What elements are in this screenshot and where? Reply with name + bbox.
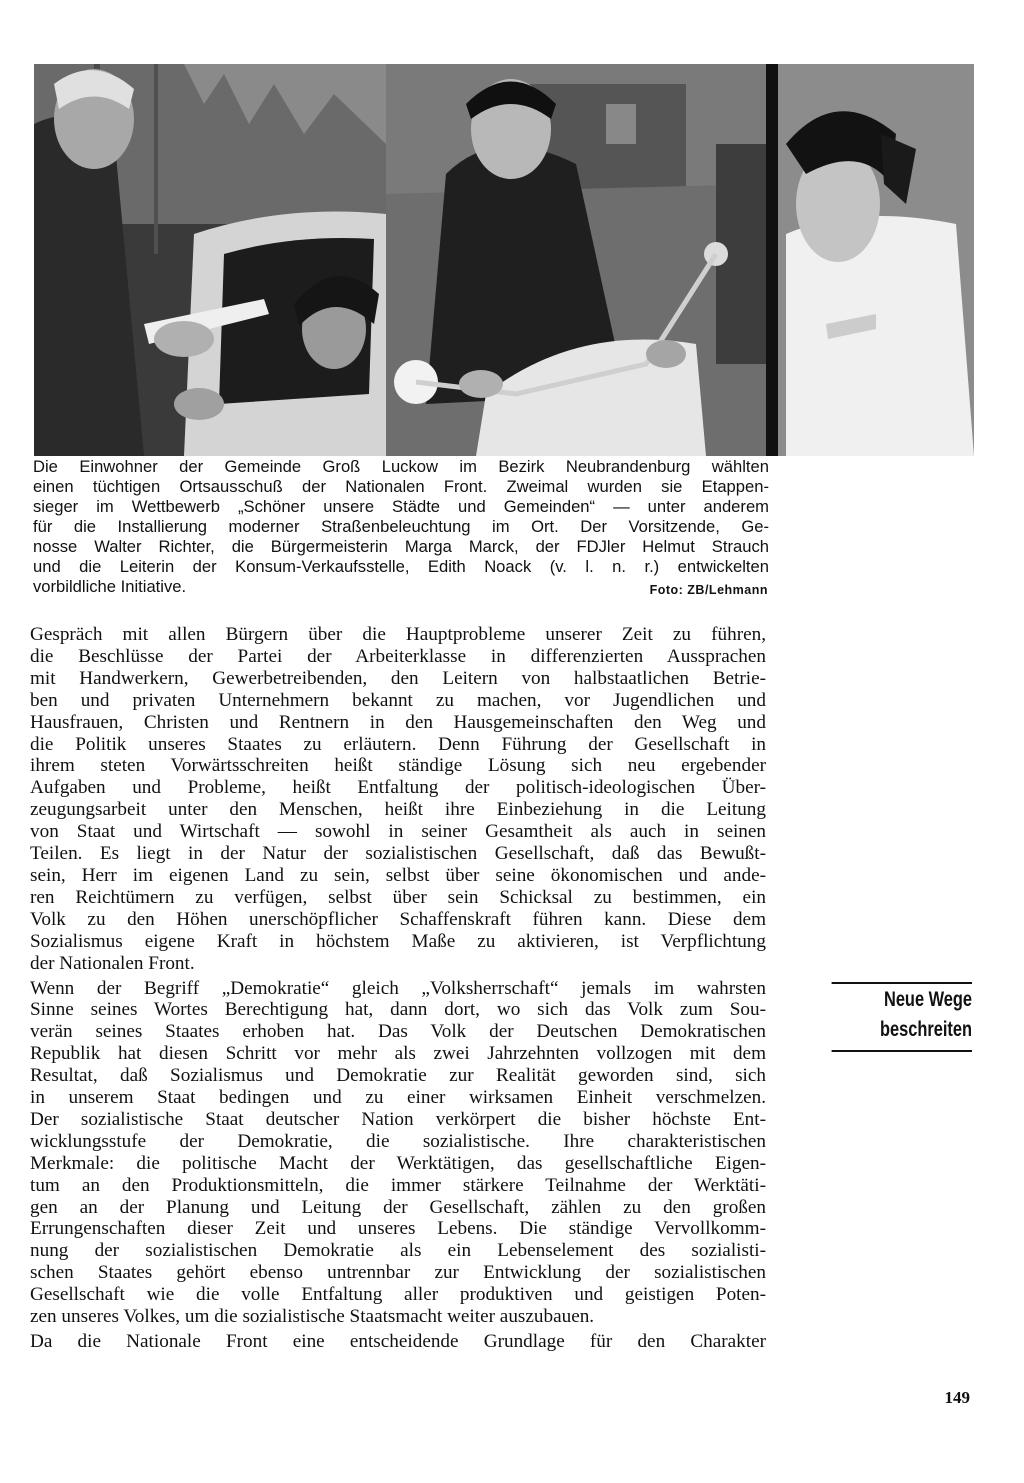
text-line: Aufgaben und Probleme, heißt Entfaltung der politisch-ideologischen Über- xyxy=(30,777,766,799)
text-line: Gespräch mit allen Bürgern über die Hauptprobleme unserer Zeit zu führen, xyxy=(30,624,766,645)
text-line: wicklungsstufe der Demokratie, die sozialistische. Ihre charakteristischen xyxy=(30,1130,766,1152)
text-line: nung der sozialistischen Demokratie als ein Lebenselement des sozialisti- xyxy=(30,1240,766,1262)
text-line: schen Staates gehört ebenso untrennbar zur Entwicklung der sozialistischen xyxy=(30,1262,766,1284)
photo-caption xyxy=(33,457,769,597)
text-line: zen unseres Volkes, um die sozialistische Staatsmacht weiter auszubauen. xyxy=(30,1306,595,1328)
text-line: der Nationalen Front. xyxy=(30,952,195,974)
photo-strip xyxy=(34,64,974,456)
photo-credit: Foto: ZB/Lehmann xyxy=(649,583,768,597)
caption-line: Die Einwohner der Gemeinde Groß Luckow im Bezirk Neubrandenburg wählten xyxy=(33,457,769,476)
caption-line: nosse Walter Richter, die Bürgermeisterin Marga Marck, der FDJler Helmut Strauch xyxy=(33,537,769,556)
text-line: tum an den Produktionsmitteln, die immer stärkere Teilnahme der Werktäti- xyxy=(30,1174,766,1196)
text-line: Republik hat diesen Schritt vor mehr als zwei Jahrzehnten vollzogen mit dem xyxy=(30,1043,766,1065)
text-line: ihrem steten Vorwärtsschreiten heißt ständige Lösung sich neu ergebender xyxy=(30,755,766,777)
caption-line: und die Leiterin der Konsum-Verkaufsstelle, Edith Noack (v. l. n. r.) entwickelten xyxy=(33,557,769,576)
paragraph xyxy=(30,978,766,1329)
caption-line: einen tüchtigen Ortsausschuß der Nationalen Front. Zweimal wurden sie Etappen- xyxy=(33,477,769,496)
text-line: Sozialismus eigene Kraft in höchstem Maße zu aktivieren, ist Verpflichtung xyxy=(30,930,766,952)
text-line: Gesellschaft wie die volle Entfaltung aller produktiven und geistigen Poten- xyxy=(30,1284,766,1306)
text-line: zeugungsarbeit unter den Menschen, heißt ihre Einbeziehung in die Leitung xyxy=(30,799,766,821)
caption-line: sieger im Wettbewerb „Schöner unsere Städte und Gemeinden“ — unter anderem xyxy=(33,497,769,516)
caption-line: für die Installierung moderner Straßenbeleuchtung im Ort. Der Vorsitzende, Ge- xyxy=(33,517,769,536)
caption-line: vorbildliche Initiative. xyxy=(33,577,187,596)
text-line: Da die Nationale Front eine entscheidende Grundlage für den Charakter xyxy=(30,1331,766,1352)
text-line: Resultat, daß Sozialismus und Demokratie zur Realität geworden sind, sich xyxy=(30,1065,766,1087)
paragraph xyxy=(30,624,766,975)
text-line: Volk zu den Höhen unerschöpflicher Schaffenskraft führen kann. Diese dem xyxy=(30,908,766,930)
article-body xyxy=(30,624,766,1356)
text-line: Der sozialistische Staat deutscher Nation verkörpert die bisher höchste Ent- xyxy=(30,1108,766,1130)
side-heading-line: Neue Wege xyxy=(883,988,972,1011)
text-line: sein, Herr im eigenen Land zu sein, selbst über seine ökonomischen und ande- xyxy=(30,864,766,886)
text-line: verän seines Staates erhoben hat. Das Volk der Deutschen Demokratischen xyxy=(30,1021,766,1043)
page-number: 149 xyxy=(944,1388,970,1407)
text-line: mit Handwerkern, Gewerbetreibenden, den Leitern von halbstaatlichen Betrie- xyxy=(30,667,766,689)
photo-man-and-woman-in-car xyxy=(34,64,386,456)
text-line: ren Reichtümern zu verfügen, selbst über sein Schicksal zu bestimmen, ein xyxy=(30,886,766,908)
text-line: Wenn der Begriff „Demokratie“ gleich „Volksherrschaft“ jemals im wahrsten xyxy=(30,977,766,999)
paragraph xyxy=(30,1331,766,1353)
text-line: Teilen. Es liegt in der Natur der sozialistischen Gesellschaft, daß das Bewußt- xyxy=(30,843,766,865)
text-line: gen an der Planung und Leitung der Gesellschaft, zählen zu den großen xyxy=(30,1196,766,1218)
photo-young-man-on-scooter xyxy=(386,64,766,456)
text-line: Errungenschaften dieser Zeit und unseres Lebens. Die ständige Vervollkomm- xyxy=(30,1218,766,1240)
side-heading-line: beschreiten xyxy=(880,1018,972,1041)
text-line: von Staat und Wirtschaft — sowohl in seiner Gesamtheit als auch in seinen xyxy=(30,821,766,843)
text-line: in unserem Staat bedingen und zu einer wirksamen Einheit verschmelzen. xyxy=(30,1087,766,1109)
text-line: die Beschlüsse der Partei der Arbeiterklasse in differenzierten Aussprachen xyxy=(30,645,766,667)
photo-woman-in-white-coat xyxy=(766,64,974,456)
text-line: Sinne seines Wortes Berechtigung hat, dann dort, wo sich das Volk zum Sou- xyxy=(30,999,766,1021)
text-line: die Politik unseres Staates zu erläutern. Denn Führung der Gesellschaft in xyxy=(30,733,766,755)
text-line: ben und privaten Unternehmern bekannt zu machen, vor Jugendlichen und xyxy=(30,689,766,711)
text-line: Hausfrauen, Christen und Rentnern in den Hausgemeinschaften den Weg und xyxy=(30,711,766,733)
side-heading xyxy=(832,982,972,1052)
text-line: Merkmale: die politische Macht der Werktätigen, das gesellschaftliche Eigen- xyxy=(30,1152,766,1174)
